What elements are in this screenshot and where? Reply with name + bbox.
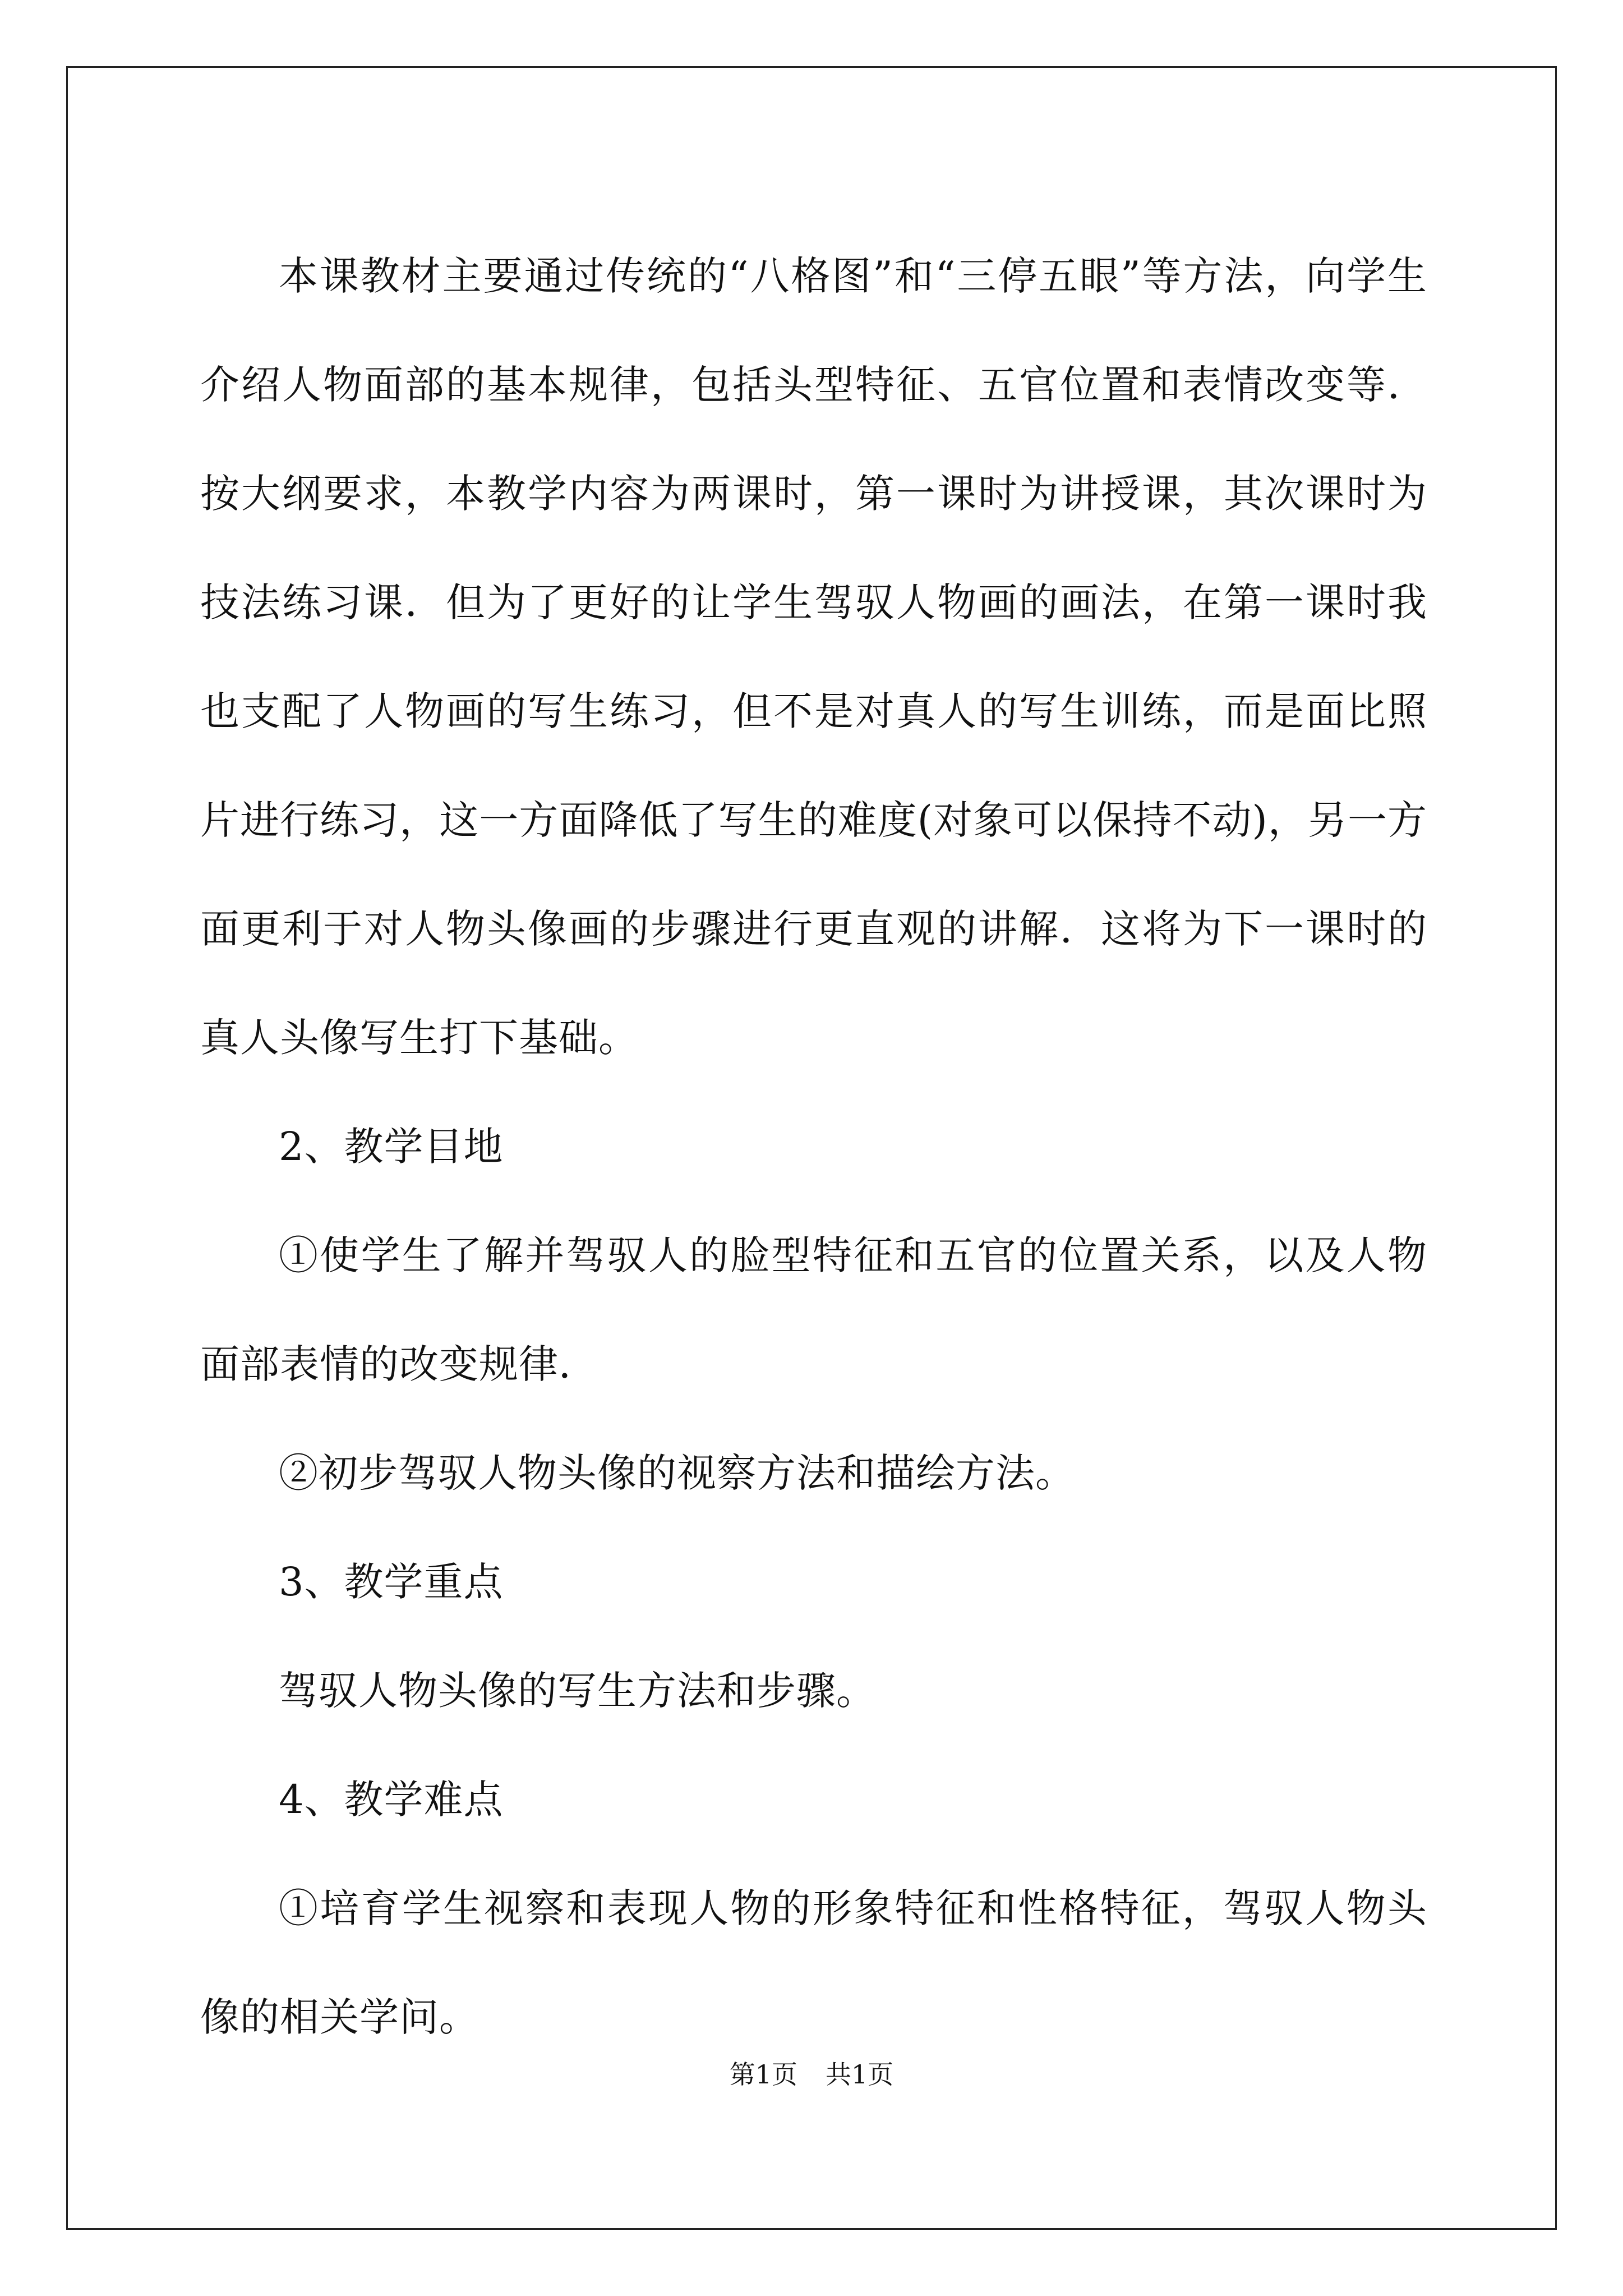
goal-paragraph-1: ①使学生了解并驾驭人的脸型特征和五官的位置关系，以及人物面部表情的改变规律． [200,1232,1427,1387]
section-heading-key-points: 3、教学重点 [279,1559,504,1605]
section-heading-difficulties: 4、教学难点 [279,1777,504,1823]
goal-paragraph-2: ②初步驾驭人物头像的视察方法和描绘方法。 [279,1450,1075,1496]
difficulty-paragraph-1: ①培育学生视察和表现人物的形象特征和性格特征，驾驭人物头像的相关学问。 [200,1885,1427,2040]
document-body [200,222,1427,2072]
page-total: 共1页 [826,2059,894,2090]
page-footer [0,2058,1623,2091]
page-number: 第1页 [729,2059,797,2090]
intro-paragraph: 本课教材主要通过传统的“八格图”和“三停五眼”等方法，向学生介绍人物面部的基本规律，包括头型特征、五官位置和表情改变等．按大纲要求，本教学内容为两课时，第一课时为讲授课，其次课时为技法练习课．但为了更好的让学生驾驭人物画的画法，在第一课时我也支配了人物画的写生练习，但不是对真人的写生训练，而是面比照片进行练习，这一方面降低了写生的难度(对象可以保持不动)，另一方面更利于对人物头像画的步骤进行更直观的讲解．这将为下一课时的真人头像写生打下基础。 [200,253,1427,1061]
section-heading-goals: 2、教学目地 [279,1124,504,1170]
key-point-paragraph: 驾驭人物头像的写生方法和步骤。 [279,1668,876,1714]
